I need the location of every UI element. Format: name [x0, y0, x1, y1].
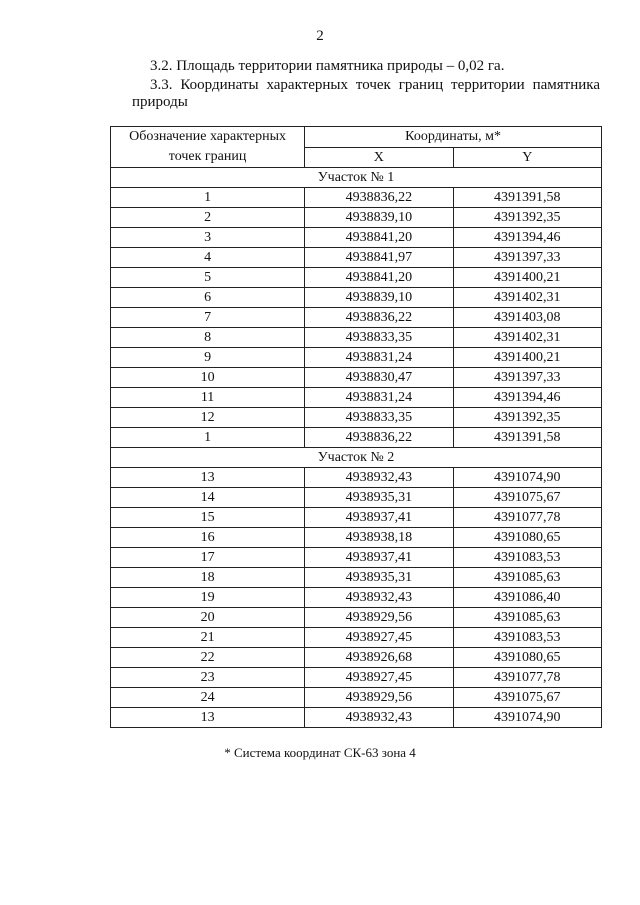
point-number-cell: 4	[111, 248, 305, 268]
point-number-cell: 24	[111, 688, 305, 708]
y-coordinate-cell: 4391400,21	[453, 348, 601, 368]
table-row	[111, 388, 602, 408]
table-row	[111, 688, 602, 708]
point-number-cell: 13	[111, 468, 305, 488]
y-coordinate-cell: 4391400,21	[453, 268, 601, 288]
table-body	[111, 168, 602, 728]
y-coordinate-cell: 4391402,31	[453, 328, 601, 348]
x-coordinate-cell: 4938929,56	[305, 688, 453, 708]
table-row	[111, 268, 602, 288]
section-title: Участок № 1	[111, 168, 602, 188]
point-number-cell: 14	[111, 488, 305, 508]
table-row	[111, 348, 602, 368]
y-coordinate-cell: 4391075,67	[453, 688, 601, 708]
point-number-cell: 17	[111, 548, 305, 568]
x-coordinate-cell: 4938935,31	[305, 488, 453, 508]
point-number-cell: 8	[111, 328, 305, 348]
y-coordinate-cell: 4391077,78	[453, 508, 601, 528]
section-row	[111, 168, 602, 188]
point-number-cell: 12	[111, 408, 305, 428]
table-row	[111, 228, 602, 248]
x-coordinate-cell: 4938932,43	[305, 588, 453, 608]
point-number-cell: 1	[111, 428, 305, 448]
table-row	[111, 528, 602, 548]
table-row	[111, 328, 602, 348]
point-number-cell: 1	[111, 188, 305, 208]
point-number-cell: 6	[111, 288, 305, 308]
y-coordinate-cell: 4391080,65	[453, 648, 601, 668]
coordinates-table	[110, 126, 602, 728]
x-coordinate-cell: 4938841,20	[305, 228, 453, 248]
x-coordinate-cell: 4938938,18	[305, 528, 453, 548]
point-number-cell: 20	[111, 608, 305, 628]
table-row	[111, 288, 602, 308]
table-row	[111, 548, 602, 568]
table-row	[111, 588, 602, 608]
table-row	[111, 628, 602, 648]
table-row	[111, 208, 602, 228]
x-coordinate-cell: 4938841,97	[305, 248, 453, 268]
point-number-cell: 16	[111, 528, 305, 548]
table-row	[111, 428, 602, 448]
x-coordinate-cell: 4938932,43	[305, 468, 453, 488]
y-coordinate-cell: 4391392,35	[453, 208, 601, 228]
x-coordinate-cell: 4938836,22	[305, 308, 453, 328]
x-coordinate-cell: 4938830,47	[305, 368, 453, 388]
x-coordinate-cell: 4938927,45	[305, 628, 453, 648]
coordinates-header: Координаты, м*	[305, 127, 602, 148]
y-coordinate-cell: 4391394,46	[453, 388, 601, 408]
coords-heading-line2: природы	[132, 94, 188, 110]
x-coordinate-cell: 4938937,41	[305, 548, 453, 568]
x-coordinate-cell: 4938841,20	[305, 268, 453, 288]
table-row	[111, 608, 602, 628]
table-row	[111, 368, 602, 388]
y-coordinate-cell: 4391075,67	[453, 488, 601, 508]
x-coordinate-cell: 4938929,56	[305, 608, 453, 628]
x-coordinate-cell: 4938932,43	[305, 708, 453, 728]
point-number-cell: 11	[111, 388, 305, 408]
y-coordinate-cell: 4391077,78	[453, 668, 601, 688]
point-number-cell: 15	[111, 508, 305, 528]
x-coordinate-cell: 4938831,24	[305, 388, 453, 408]
table-row	[111, 708, 602, 728]
y-coordinate-cell: 4391086,40	[453, 588, 601, 608]
y-coordinate-cell: 4391402,31	[453, 288, 601, 308]
table-row	[111, 508, 602, 528]
point-number-cell: 10	[111, 368, 305, 388]
y-coordinate-cell: 4391074,90	[453, 468, 601, 488]
point-number-cell: 13	[111, 708, 305, 728]
x-coordinate-cell: 4938839,10	[305, 208, 453, 228]
point-label-header-line2: точек границ	[168, 149, 247, 164]
y-coordinate-cell: 4391074,90	[453, 708, 601, 728]
x-coordinate-cell: 4938836,22	[305, 428, 453, 448]
footnote: * Система координат СК-63 зона 4	[224, 745, 416, 760]
point-label-header-line1: Обозначение характерных	[129, 129, 287, 144]
table-row	[111, 188, 602, 208]
point-number-cell: 7	[111, 308, 305, 328]
x-coordinate-cell: 4938927,45	[305, 668, 453, 688]
x-coordinate-cell: 4938839,10	[305, 288, 453, 308]
table-row	[111, 248, 602, 268]
x-coordinate-cell: 4938831,24	[305, 348, 453, 368]
x-coordinate-cell: 4938833,35	[305, 408, 453, 428]
table-row	[111, 668, 602, 688]
table-row	[111, 408, 602, 428]
table-row	[111, 468, 602, 488]
point-number-cell: 9	[111, 348, 305, 368]
coords-heading-line1: 3.3. Координаты характерных точек границ территории памятника	[150, 77, 600, 93]
point-number-cell: 23	[111, 668, 305, 688]
table-row	[111, 488, 602, 508]
x-header: X	[305, 147, 453, 168]
point-number-cell: 2	[111, 208, 305, 228]
area-paragraph: 3.2. Площадь территории памятника природы – 0,02 га.	[150, 58, 505, 74]
section-row	[111, 448, 602, 468]
point-number-cell: 3	[111, 228, 305, 248]
x-coordinate-cell: 4938937,41	[305, 508, 453, 528]
y-coordinate-cell: 4391085,63	[453, 568, 601, 588]
y-coordinate-cell: 4391394,46	[453, 228, 601, 248]
x-coordinate-cell: 4938833,35	[305, 328, 453, 348]
y-coordinate-cell: 4391083,53	[453, 548, 601, 568]
y-coordinate-cell: 4391403,08	[453, 308, 601, 328]
y-coordinate-cell: 4391085,63	[453, 608, 601, 628]
x-coordinate-cell: 4938836,22	[305, 188, 453, 208]
table-row	[111, 308, 602, 328]
y-coordinate-cell: 4391397,33	[453, 368, 601, 388]
y-coordinate-cell: 4391397,33	[453, 248, 601, 268]
point-label-header	[111, 127, 305, 168]
y-coordinate-cell: 4391391,58	[453, 188, 601, 208]
y-coordinate-cell: 4391080,65	[453, 528, 601, 548]
section-title: Участок № 2	[111, 448, 602, 468]
x-coordinate-cell: 4938935,31	[305, 568, 453, 588]
page-number: 2	[316, 28, 324, 44]
point-number-cell: 22	[111, 648, 305, 668]
point-number-cell: 19	[111, 588, 305, 608]
y-coordinate-cell: 4391391,58	[453, 428, 601, 448]
point-number-cell: 18	[111, 568, 305, 588]
table-row	[111, 568, 602, 588]
x-coordinate-cell: 4938926,68	[305, 648, 453, 668]
y-header: Y	[453, 147, 601, 168]
y-coordinate-cell: 4391083,53	[453, 628, 601, 648]
point-number-cell: 21	[111, 628, 305, 648]
point-number-cell: 5	[111, 268, 305, 288]
y-coordinate-cell: 4391392,35	[453, 408, 601, 428]
table-row	[111, 648, 602, 668]
